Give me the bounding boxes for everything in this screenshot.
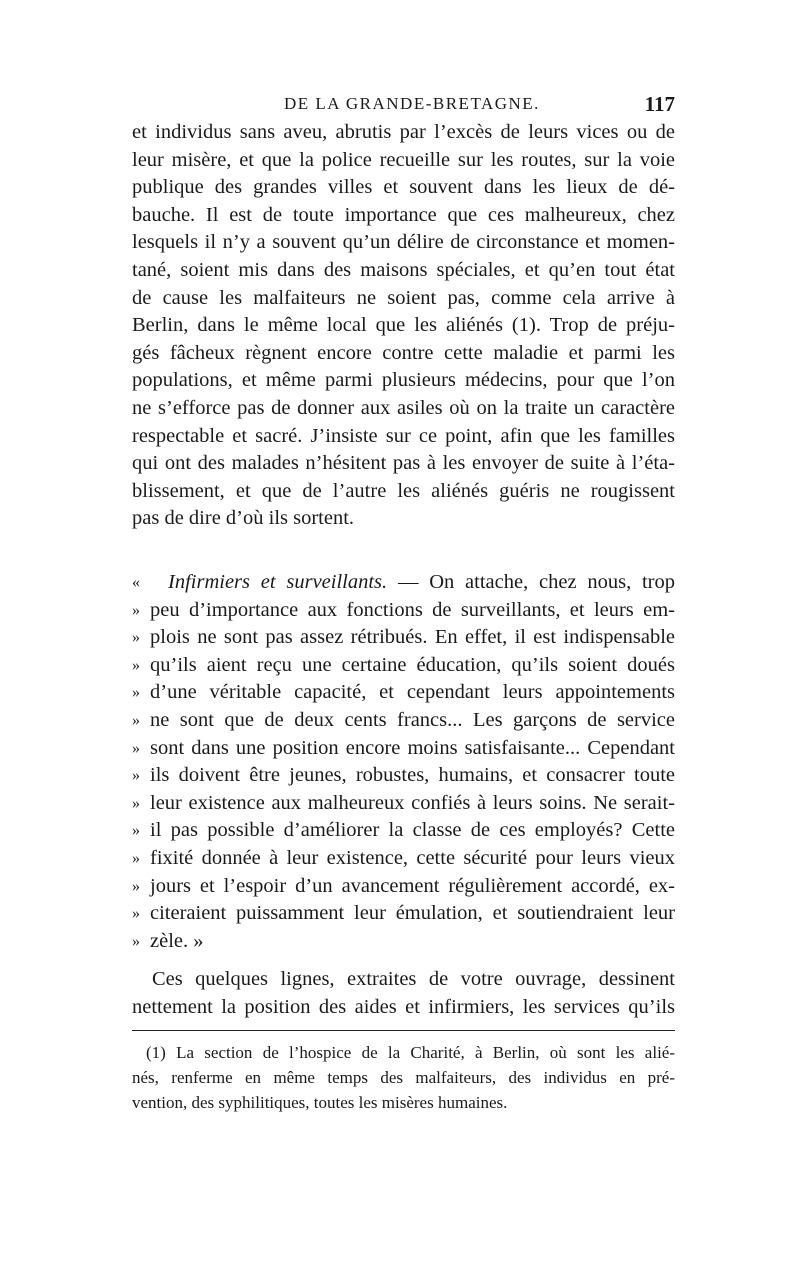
quotation-line [132, 597, 675, 625]
quotation-first-line-text: — On attache, chez nous, trop [387, 571, 675, 593]
closing-paragraph [132, 966, 675, 1021]
text-line: tané, soient mis dans des maisons spéciales, et qu’en tout état [132, 258, 675, 281]
line-quote-mark: » [132, 601, 140, 619]
quotation-line-text: sont dans une position encore moins satisfaisante... Cependant [150, 736, 675, 759]
text-line: publique des grandes villes et souvent dans les lieux de dé- [132, 176, 675, 199]
quotation-line [132, 900, 675, 928]
footnote [132, 1040, 675, 1115]
quotation-line [132, 845, 675, 873]
quotation-line-text: d’une véritable capacité, et cependant leurs appointements [150, 681, 675, 704]
running-title: DE LA GRANDE-BRETAGNE. [284, 94, 540, 113]
text-line: nettement la position des aides et infirmiers, les services qu’ils [132, 995, 675, 1018]
page-header [132, 92, 675, 118]
text-line: Berlin, dans le même local que les aliénés (1). Trop de préju- [132, 314, 675, 337]
text-line: qui ont des malades n’hésitent pas à les envoyer de suite à l’éta- [132, 452, 675, 475]
text-line: pas de dire d’où ils sortent. [132, 507, 355, 530]
line-quote-mark: » [132, 739, 140, 757]
line-quote-mark: » [132, 877, 140, 895]
quotation-line [132, 707, 675, 735]
text-line: ne s’efforce pas de donner aux asiles où on la traite un caractère [132, 396, 675, 419]
text-line: et individus sans aveu, abrutis par l’excès de leurs vices ou de [132, 121, 675, 143]
quotation-line-text: citeraient puissamment leur émulation, et soutiendraient leur [150, 902, 675, 925]
line-quote-mark: » [132, 932, 140, 950]
line-quote-mark: » [132, 629, 140, 647]
quotation-line-text: peu d’importance aux fonctions de surveillants, et leurs em- [150, 598, 675, 621]
quotation-line-text: leur existence aux malheureux confiés à leurs soins. Ne serait- [150, 791, 675, 814]
page-number: 117 [644, 92, 675, 116]
quotation-line [132, 928, 675, 956]
footnote-line: (1) La section de l’hospice de la Charité, à Berlin, où sont les alié- [146, 1043, 675, 1062]
text-line: blissement, et que de l’autre les aliénés guéris ne rougissent [132, 479, 675, 502]
text-line: Ces quelques lignes, extraites de votre ouvrage, dessinent [152, 968, 675, 990]
quotation-line-text: fixité donnée à leur existence, cette sécurité pour leurs vieux [150, 846, 675, 869]
quotation-line-text: ils doivent être jeunes, robustes, humains, et consacrer toute [150, 764, 675, 787]
quotation-line-text: plois ne sont pas assez rétribués. En effet, il est indispensable [150, 626, 675, 649]
quotation-first-line [132, 569, 675, 597]
quotation-line-text: il pas possible d’améliorer la classe de ces employés? Cette [150, 819, 675, 842]
quotation-heading: Infirmiers et surveillants. [168, 571, 388, 593]
quotation-line [132, 624, 675, 652]
open-quote-mark: « [132, 574, 140, 591]
line-quote-mark: » [132, 684, 140, 702]
text-line: populations, et même parmi plusieurs médecins, pour que l’on [132, 369, 675, 392]
line-quote-mark: » [132, 794, 140, 812]
quotation-line-text: qu’ils aient reçu une certaine éducation, qu’ils soient doués [150, 653, 675, 676]
quotation-line [132, 679, 675, 707]
text-line: leur misère, et que la police recueille sur les routes, sur la voie [132, 148, 675, 171]
line-quote-mark: » [132, 905, 140, 923]
footnote-line: nés, renferme en même temps des malfaiteurs, des individus en pré- [132, 1068, 675, 1087]
quotation-line-text: zèle. » [150, 929, 204, 952]
text-line: bauche. Il est de toute importance que ces malheureux, chez [132, 203, 675, 226]
text-line: gés fâcheux règnent encore contre cette maladie et parmi les [132, 341, 675, 364]
text-line: respectable et sacré. J’insiste sur ce point, afin que les familles [132, 424, 675, 447]
quotation-line [132, 735, 675, 763]
main-paragraph [132, 119, 675, 533]
quotation-line [132, 652, 675, 680]
quotation-line [132, 762, 675, 790]
quotation-line [132, 817, 675, 845]
line-quote-mark: » [132, 711, 140, 729]
line-quote-mark: » [132, 822, 140, 840]
line-quote-mark: » [132, 767, 140, 785]
line-quote-mark: » [132, 849, 140, 867]
text-line: de cause les malfaiteurs ne soient pas, comme cela arrive à [132, 286, 675, 309]
quotation-line [132, 790, 675, 818]
quotation-line-text: jours et l’espoir d’un avancement régulièrement accordé, ex- [150, 874, 675, 897]
footnote-divider [132, 1030, 675, 1031]
quotation-line [132, 873, 675, 901]
quotation-block [132, 569, 675, 955]
line-quote-mark: » [132, 656, 140, 674]
text-line: lesquels il n’y a souvent qu’un délire de circonstance et momen- [132, 231, 675, 254]
footnote-line: vention, des syphilitiques, toutes les misères humaines. [132, 1093, 508, 1112]
quotation-line-text: ne sont que de deux cents francs... Les garçons de service [150, 708, 675, 731]
